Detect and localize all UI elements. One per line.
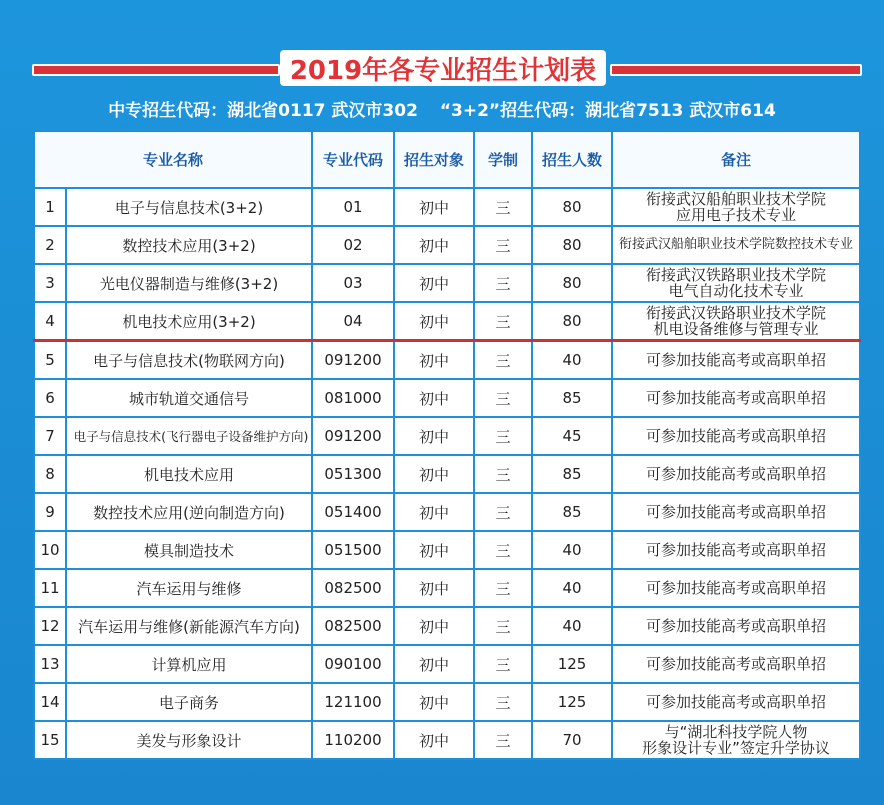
enroll-target: 初中: [394, 645, 474, 683]
table-row: [34, 683, 860, 721]
row-number: 6: [34, 379, 66, 417]
study-years: 三: [474, 607, 532, 645]
study-years: 三: [474, 721, 532, 759]
major-code: 051500: [312, 531, 394, 569]
study-years: 三: [474, 226, 532, 264]
study-years: 三: [474, 645, 532, 683]
remark: 衔接武汉船舶职业技术学院 应用电子技术专业: [612, 188, 860, 226]
major-name: 数控技术应用(逆向制造方向): [66, 493, 312, 531]
table-row: [34, 302, 860, 341]
header-count: 招生人数: [532, 131, 612, 188]
major-code: 090100: [312, 645, 394, 683]
remark: 与“湖北科技学院人物 形象设计专业”签定升学协议: [612, 721, 860, 759]
table-row: [34, 645, 860, 683]
major-code: 081000: [312, 379, 394, 417]
remark: 可参加技能高考或高职单招: [612, 341, 860, 380]
remark: 可参加技能高考或高职单招: [612, 683, 860, 721]
enroll-count: 125: [532, 645, 612, 683]
header-years: 学制: [474, 131, 532, 188]
enroll-target: 初中: [394, 607, 474, 645]
table-row: [34, 417, 860, 455]
row-number: 5: [34, 341, 66, 380]
table-row: [34, 531, 860, 569]
row-number: 11: [34, 569, 66, 607]
study-years: 三: [474, 264, 532, 302]
remark: 衔接武汉铁路职业技术学院 电气自动化技术专业: [612, 264, 860, 302]
page-title: 2019年各专业招生计划表: [280, 50, 606, 86]
major-name: 城市轨道交通信号: [66, 379, 312, 417]
major-code: 03: [312, 264, 394, 302]
table-row: [34, 721, 860, 759]
enroll-target: 初中: [394, 264, 474, 302]
remark: 衔接武汉船舶职业技术学院数控技术专业: [612, 226, 860, 264]
table-row: [34, 379, 860, 417]
table-row: [34, 341, 860, 380]
enroll-target: 初中: [394, 341, 474, 380]
enroll-count: 40: [532, 341, 612, 380]
major-name: 数控技术应用(3+2): [66, 226, 312, 264]
major-code: 082500: [312, 569, 394, 607]
table-row: [34, 493, 860, 531]
major-name: 光电仪器制造与维修(3+2): [66, 264, 312, 302]
table-row: [34, 607, 860, 645]
enrollment-codes: [0, 96, 884, 120]
enroll-target: 初中: [394, 417, 474, 455]
remark: 可参加技能高考或高职单招: [612, 417, 860, 455]
table-row: [34, 264, 860, 302]
remark: 衔接武汉铁路职业技术学院 机电设备维修与管理专业: [612, 302, 860, 341]
table-row: [34, 188, 860, 226]
row-number: 8: [34, 455, 66, 493]
remark: 可参加技能高考或高职单招: [612, 455, 860, 493]
row-number: 3: [34, 264, 66, 302]
table-row: [34, 569, 860, 607]
remark: 可参加技能高考或高职单招: [612, 645, 860, 683]
major-code: 082500: [312, 607, 394, 645]
major-code: 121100: [312, 683, 394, 721]
row-number: 7: [34, 417, 66, 455]
study-years: 三: [474, 417, 532, 455]
study-years: 三: [474, 302, 532, 341]
enroll-target: 初中: [394, 683, 474, 721]
major-name: 汽车运用与维修: [66, 569, 312, 607]
study-years: 三: [474, 455, 532, 493]
table-row: [34, 226, 860, 264]
study-years: 三: [474, 341, 532, 380]
enrollment-plan-table: [33, 130, 861, 760]
enroll-count: 80: [532, 188, 612, 226]
table-row: [34, 455, 860, 493]
major-code: 01: [312, 188, 394, 226]
header-target: 招生对象: [394, 131, 474, 188]
title-decor-bar-left: [32, 64, 280, 76]
major-code: 04: [312, 302, 394, 341]
study-years: 三: [474, 493, 532, 531]
title-decor-bar-right: [610, 64, 862, 76]
enroll-target: 初中: [394, 455, 474, 493]
study-years: 三: [474, 379, 532, 417]
header-name: 专业名称: [34, 131, 312, 188]
enroll-target: 初中: [394, 302, 474, 341]
major-name: 电子与信息技术(物联网方向): [66, 341, 312, 380]
enroll-target: 初中: [394, 493, 474, 531]
enroll-count: 80: [532, 226, 612, 264]
row-number: 12: [34, 607, 66, 645]
major-name: 电子与信息技术(3+2): [66, 188, 312, 226]
row-number: 1: [34, 188, 66, 226]
major-name: 电子与信息技术(飞行器电子设备维护方向): [66, 417, 312, 455]
row-number: 4: [34, 302, 66, 341]
enroll-count: 40: [532, 569, 612, 607]
major-name: 机电技术应用(3+2): [66, 302, 312, 341]
major-name: 电子商务: [66, 683, 312, 721]
row-number: 10: [34, 531, 66, 569]
major-code: 051300: [312, 455, 394, 493]
row-number: 15: [34, 721, 66, 759]
title-row: [0, 50, 884, 90]
three-plus-two-code: “3+2”招生代码：湖北省7513 武汉市614: [439, 101, 776, 121]
enroll-count: 85: [532, 493, 612, 531]
enroll-count: 70: [532, 721, 612, 759]
major-code: 02: [312, 226, 394, 264]
enroll-count: 80: [532, 302, 612, 341]
study-years: 三: [474, 531, 532, 569]
secondary-school-code: 中专招生代码：湖北省0117 武汉市302: [108, 101, 418, 121]
enroll-target: 初中: [394, 379, 474, 417]
row-number: 2: [34, 226, 66, 264]
remark: 可参加技能高考或高职单招: [612, 531, 860, 569]
major-code: 110200: [312, 721, 394, 759]
enroll-count: 40: [532, 531, 612, 569]
header-note: 备注: [612, 131, 860, 188]
major-name: 计算机应用: [66, 645, 312, 683]
study-years: 三: [474, 188, 532, 226]
enroll-count: 80: [532, 264, 612, 302]
table-header-row: [34, 131, 860, 188]
enroll-target: 初中: [394, 188, 474, 226]
remark: 可参加技能高考或高职单招: [612, 493, 860, 531]
enroll-count: 45: [532, 417, 612, 455]
major-name: 汽车运用与维修(新能源汽车方向): [66, 607, 312, 645]
major-code: 051400: [312, 493, 394, 531]
remark: 可参加技能高考或高职单招: [612, 607, 860, 645]
remark: 可参加技能高考或高职单招: [612, 379, 860, 417]
enroll-target: 初中: [394, 569, 474, 607]
header-code: 专业代码: [312, 131, 394, 188]
row-number: 9: [34, 493, 66, 531]
enroll-count: 85: [532, 455, 612, 493]
row-number: 13: [34, 645, 66, 683]
enroll-count: 40: [532, 607, 612, 645]
major-name: 模具制造技术: [66, 531, 312, 569]
remark: 可参加技能高考或高职单招: [612, 569, 860, 607]
enroll-target: 初中: [394, 531, 474, 569]
major-code: 091200: [312, 341, 394, 380]
study-years: 三: [474, 569, 532, 607]
row-number: 14: [34, 683, 66, 721]
enroll-count: 125: [532, 683, 612, 721]
enroll-target: 初中: [394, 226, 474, 264]
major-name: 美发与形象设计: [66, 721, 312, 759]
major-name: 机电技术应用: [66, 455, 312, 493]
study-years: 三: [474, 683, 532, 721]
enroll-count: 85: [532, 379, 612, 417]
enroll-target: 初中: [394, 721, 474, 759]
major-code: 091200: [312, 417, 394, 455]
